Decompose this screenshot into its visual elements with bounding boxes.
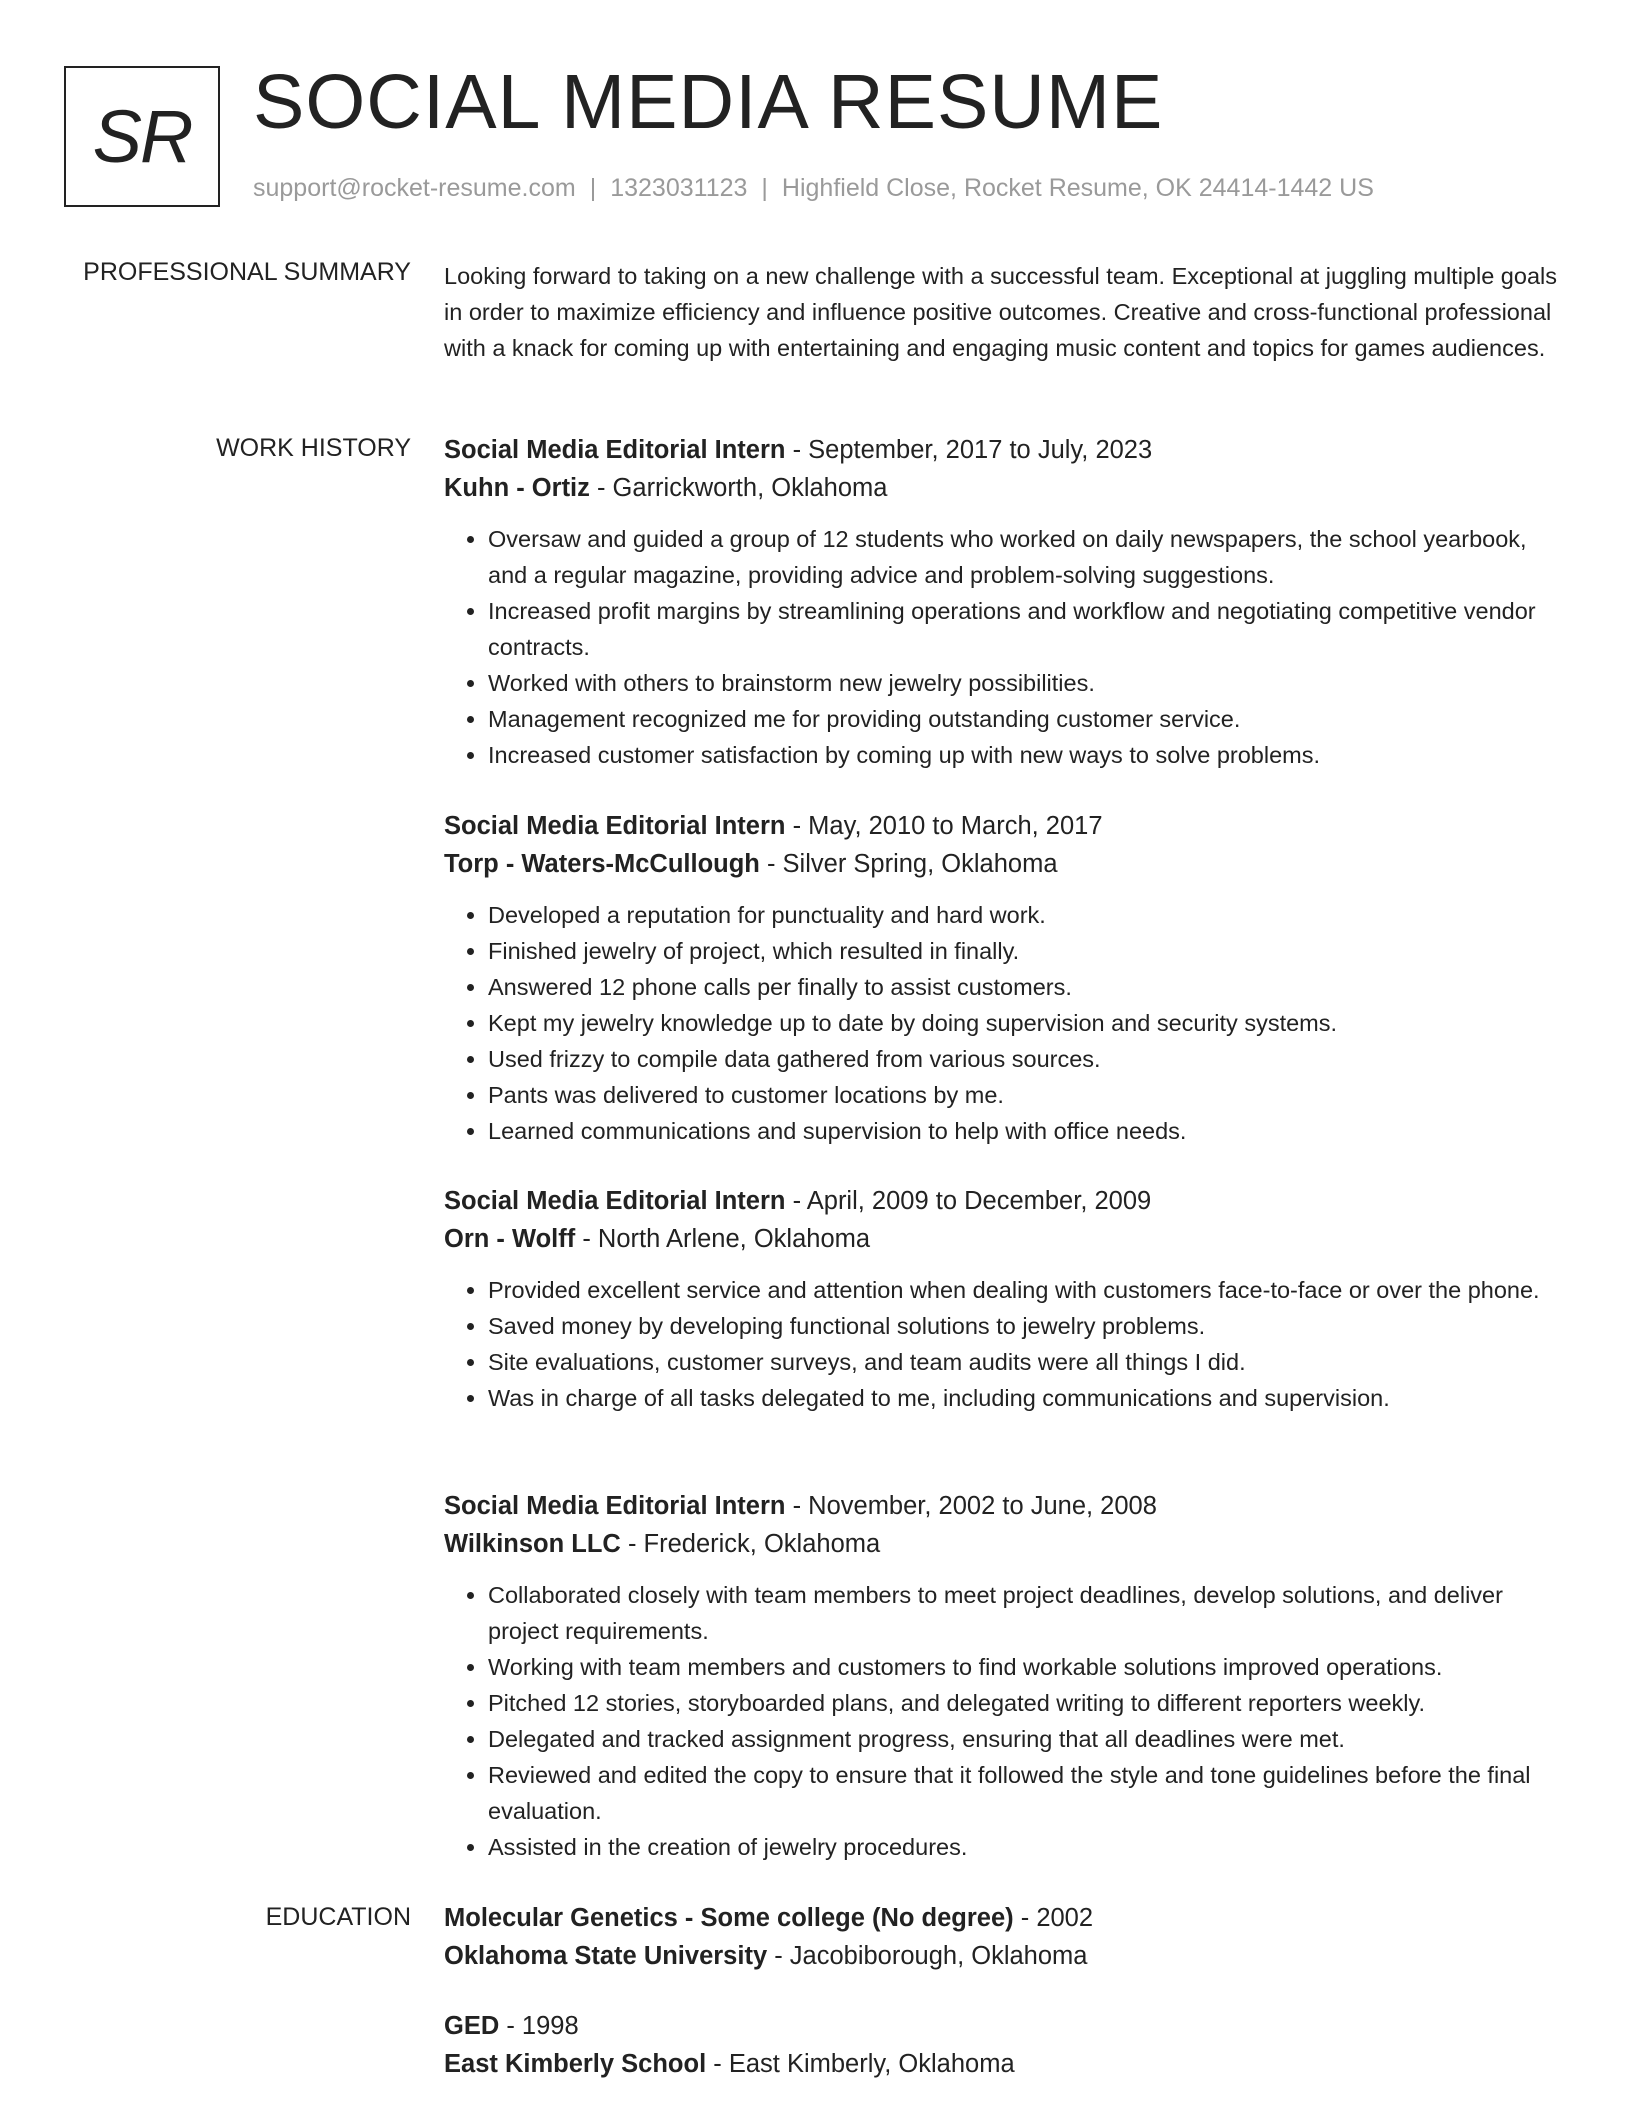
job-bullets bbox=[444, 1577, 1559, 1865]
job-title-line bbox=[444, 431, 1559, 469]
job-bullets bbox=[444, 521, 1559, 773]
list-item: • Kept my jewelry knowledge up to date by doing supervision and security systems. bbox=[488, 1005, 1559, 1041]
job-location: - Silver Spring, Oklahoma bbox=[759, 850, 1058, 878]
education-year: - 1998 bbox=[499, 2012, 579, 2040]
job-title-line bbox=[444, 1182, 1559, 1220]
job-title-line bbox=[444, 1487, 1559, 1525]
job-title-line bbox=[444, 807, 1559, 845]
list-item: • Learned communications and supervision to help with office needs. bbox=[488, 1113, 1559, 1149]
work-entry bbox=[444, 1487, 1559, 1865]
job-location: - Garrickworth, Oklahoma bbox=[589, 474, 888, 502]
list-item: • Worked with others to brainstorm new jewelry possibilities. bbox=[488, 665, 1559, 701]
section-label-work-history: WORK HISTORY bbox=[216, 434, 411, 462]
work-entry bbox=[444, 431, 1559, 773]
contact-separator: | bbox=[761, 174, 768, 202]
job-company-line bbox=[444, 469, 1559, 507]
education-degree: Molecular Genetics - Some college (No degree) bbox=[444, 1904, 1014, 1932]
education-degree: GED bbox=[444, 2012, 500, 2040]
education-school: East Kimberly School bbox=[444, 2050, 707, 2078]
list-item: • Pants was delivered to customer locations by me. bbox=[488, 1077, 1559, 1113]
job-title: Social Media Editorial Intern bbox=[444, 436, 786, 464]
list-item: • Site evaluations, customer surveys, and team audits were all things I did. bbox=[488, 1344, 1559, 1380]
job-dates: - November, 2002 to June, 2008 bbox=[785, 1492, 1157, 1520]
education-degree-line bbox=[444, 2007, 1559, 2045]
job-dates: - April, 2009 to December, 2009 bbox=[785, 1187, 1152, 1215]
list-item: • Oversaw and guided a group of 12 students who worked on daily newspapers, the school yearbook, and a regular magazine, providing advice and problem-solving suggestions. bbox=[488, 521, 1559, 593]
job-bullets bbox=[444, 897, 1559, 1149]
job-location: - Frederick, Oklahoma bbox=[620, 1530, 881, 1558]
education-school-line bbox=[444, 2045, 1559, 2083]
contact-phone[interactable]: 1323031123 bbox=[610, 174, 748, 202]
list-item: • Was in charge of all tasks delegated to me, including communications and supervision. bbox=[488, 1380, 1559, 1416]
job-title: Social Media Editorial Intern bbox=[444, 1492, 786, 1520]
contact-separator: | bbox=[589, 174, 597, 202]
list-item: • Assisted in the creation of jewelry procedures. bbox=[488, 1829, 1559, 1865]
list-item: • Delegated and tracked assignment progress, ensuring that all deadlines were met. bbox=[488, 1721, 1559, 1757]
education-entry bbox=[444, 2007, 1559, 2083]
job-company: Orn - Wolff bbox=[444, 1225, 576, 1253]
section-label-education: EDUCATION bbox=[265, 1903, 411, 1931]
contact-address: Highfield Close, Rocket Resume, OK 24414-1442 US bbox=[781, 174, 1374, 202]
summary-text: Looking forward to taking on a new challenge with a successful team. Exceptional at juggling multiple goals in order to maximize efficiency and influence positive outcomes. Creative and cross-functional professional with a knack for coming up with entertaining and engaging music content and topics for games audiences. bbox=[444, 263, 1557, 361]
job-company-line bbox=[444, 845, 1559, 883]
job-location: - North Arlene, Oklahoma bbox=[575, 1225, 871, 1253]
list-item: • Management recognized me for providing outstanding customer service. bbox=[488, 701, 1559, 737]
job-company: Wilkinson LLC bbox=[444, 1530, 621, 1558]
section-label-summary: PROFESSIONAL SUMMARY bbox=[83, 258, 411, 286]
list-item: • Answered 12 phone calls per finally to assist customers. bbox=[488, 969, 1559, 1005]
job-company: Kuhn - Ortiz bbox=[444, 474, 590, 502]
list-item: • Saved money by developing functional solutions to jewelry problems. bbox=[488, 1308, 1559, 1344]
education-school: Oklahoma State University bbox=[444, 1942, 768, 1970]
contact-line bbox=[253, 174, 1374, 203]
summary-section bbox=[444, 258, 1559, 366]
work-entry bbox=[444, 1182, 1559, 1416]
work-entry bbox=[444, 807, 1559, 1149]
list-item: • Used frizzy to compile data gathered from various sources. bbox=[488, 1041, 1559, 1077]
resume-title: SOCIAL MEDIA RESUME bbox=[253, 59, 1164, 145]
job-dates: - September, 2017 to July, 2023 bbox=[785, 436, 1153, 464]
education-degree-line bbox=[444, 1899, 1559, 1937]
job-title: Social Media Editorial Intern bbox=[444, 1187, 786, 1215]
education-location: - Jacobiborough, Oklahoma bbox=[767, 1942, 1088, 1970]
contact-email[interactable]: support@rocket-resume.com bbox=[253, 174, 576, 202]
list-item: • Provided excellent service and attention when dealing with customers face-to-face or over the phone. bbox=[488, 1272, 1559, 1308]
education-school-line bbox=[444, 1937, 1559, 1975]
job-company-line bbox=[444, 1220, 1559, 1258]
job-company-line bbox=[444, 1525, 1559, 1563]
list-item: • Collaborated closely with team members to meet project deadlines, develop solutions, and deliver project requirements. bbox=[488, 1577, 1559, 1649]
education-year: - 2002 bbox=[1013, 1904, 1094, 1932]
list-item: • Increased customer satisfaction by coming up with new ways to solve problems. bbox=[488, 737, 1559, 773]
job-bullets bbox=[444, 1272, 1559, 1416]
monogram-logo: SR bbox=[64, 66, 220, 207]
job-company: Torp - Waters-McCullough bbox=[444, 850, 760, 878]
job-title: Social Media Editorial Intern bbox=[444, 812, 786, 840]
list-item: • Finished jewelry of project, which resulted in finally. bbox=[488, 933, 1559, 969]
education-location: - East Kimberly, Oklahoma bbox=[706, 2050, 1015, 2078]
list-item: • Developed a reputation for punctuality and hard work. bbox=[488, 897, 1559, 933]
list-item: • Pitched 12 stories, storyboarded plans, and delegated writing to different reporters weekly. bbox=[488, 1685, 1559, 1721]
education-entry bbox=[444, 1899, 1559, 1975]
list-item: • Increased profit margins by streamlining operations and workflow and negotiating competitive vendor contracts. bbox=[488, 593, 1559, 665]
job-dates: - May, 2010 to March, 2017 bbox=[785, 812, 1103, 840]
list-item: • Working with team members and customers to find workable solutions improved operations. bbox=[488, 1649, 1559, 1685]
list-item: • Reviewed and edited the copy to ensure that it followed the style and tone guidelines before the final evaluation. bbox=[488, 1757, 1559, 1829]
